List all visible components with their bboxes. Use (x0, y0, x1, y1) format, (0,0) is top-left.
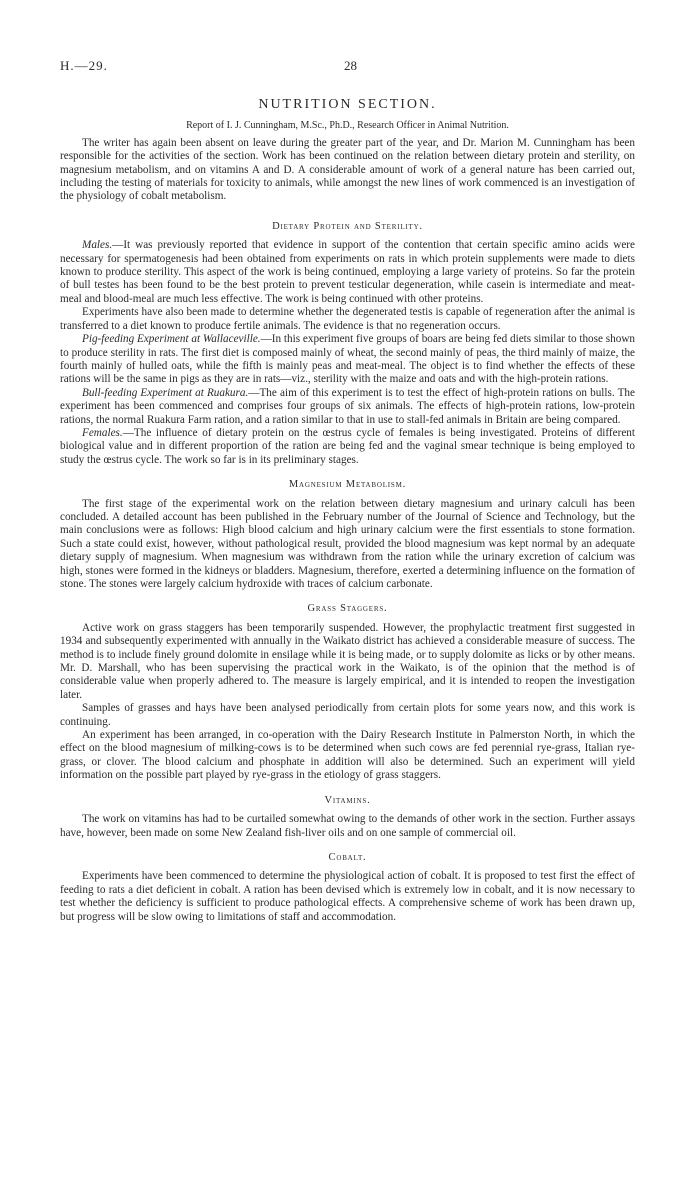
page-header (60, 58, 635, 78)
lead-females: Females. (82, 426, 123, 439)
heading-dietary-protein: Dietary Protein and Sterility. (272, 220, 423, 232)
lead-males: Males. (82, 239, 113, 252)
document-body (60, 98, 635, 924)
heading-magnesium: Magnesium Metabolism. (288, 479, 407, 491)
report-reference: H.—29. (60, 58, 108, 73)
paragraph-grass-2: Samples of grasses and hays have been analysed periodically from certain plots for some years now, and this work is continuing. (60, 702, 635, 728)
text-females: —The influence of dietary protein on the œstrus cycle of females is being investigated. Proteins of different biological value and in different proportion of the ration are being fed and the vaginal smear technique is being employed to study the œstrus cycle. The work so far is in its preliminary stages. (60, 426, 635, 466)
heading-grass-staggers: Grass Staggers. (307, 603, 388, 615)
paragraph-grass-3: An experiment has been arranged, in co-operation with the Dairy Research Institute in Palmerston North, in which the effect on the blood magnesium of milking-cows is to be determined when such cows are fed perennial rye-grass, Italian rye-grass, or clover. The blood calcium and phosphate in addition will also be determined. Such an experiment will yield information on the possible part played by rye-grass in the etiology of grass staggers. (60, 729, 635, 782)
heading-vitamins: Vitamins. (324, 794, 371, 806)
paragraph-vitamins: The work on vitamins has had to be curtailed somewhat owing to the demands of other work in the section. Further assays have, however, been made on some New Zealand fish-liver oils and on one sample of commercial oil. (60, 813, 635, 839)
paragraph-grass-1: Active work on grass staggers has been temporarily suspended. However, the prophylactic treatment first suggested in 1934 and subsequently experimented with annually in the Waikato district has achieved a considerable measure of success. The method is to include finely ground dolomite in ensilage while it is being made, or to supply dolomite as licks or by other means. Mr. D. Marshall, who has been supervising the practical work in the Waikato, is of the opinion that the method is of considerable value when properly adhered to. The measure is largely empirical, and it is intended to reopen the investigation later. (60, 621, 635, 701)
paragraph-bull-feeding (60, 387, 635, 427)
heading-cobalt: Cobalt. (328, 851, 367, 863)
text-bull-feeding: —The aim of this experiment is to test the effect of high-protein rations on bulls. The experiment has been commenced and comprises four groups of six animals. The effects of high-protein rations, low-protein rations, the normal Ruakura Farm ration, and a ration similar to that in use to stall-fed animals in Britain are being compared. (60, 386, 635, 426)
intro-paragraph: The writer has again been absent on leave during the greater part of the year, and Dr. Marion M. Cunningham has been responsible for the activities of the section. Work has been continued on the relation between dietary protein and sterility, on magnesium metabolism, and on vitamins A and D. A considerable amount of work of a general nature has been carried out, including the testing of materials for toxicity to animals, while amongst the new lines of work commenced is an investigation of the physiology of cobalt metabolism. (60, 136, 635, 203)
text-pig-feeding: —In this experiment five groups of boars are being fed diets similar to those shown to produce sterility in rats. The first diet is composed mainly of wheat, the second mainly of peas, the third mainly of maize, the fourth mainly of hulled oats, while the fifth is mainly peas and meat-meal. The object is to find whether the effects of these rations will be the same in pigs as they are in rats—viz., sterility with the maize and oats and with the high-protein rations. (60, 333, 636, 386)
paragraph-males (60, 239, 635, 306)
page-number: 28 (344, 58, 357, 73)
paragraph-cobalt: Experiments have been commenced to determine the physiological action of cobalt. It is proposed to test first the effect of feeding to rats a diet deficient in cobalt. A ration has been devised which is extremely low in cobalt, and it is now necessary to test whether the deficiency is sufficient to produce pathological effects. A comprehensive scheme of work has been drawn up, but progress will be slow owing to limitations of staff and accommodation. (60, 870, 635, 923)
paragraph-pig-feeding (60, 333, 635, 387)
lead-bull-feeding: Bull-feeding Experiment at Ruakura. (82, 386, 249, 399)
paragraph-experiments: Experiments have also been made to determine whether the degenerated testis is capable of regeneration after the animal is transferred to a diet known to produce fertile animals. The evidence is that no regeneration occurs. (60, 306, 635, 332)
text-males: —It was previously reported that evidence in support of the contention that certain specific amino acids were necessary for spermatogenesis had been obtained from experiments on rats in which protein supplements were made to diets known to produce sterility. This aspect of the work is being continued, employing a large variety of proteins. So far the protein of bull testes has been found to be the best protein to prevent testicular degeneration, while casein is intermediate and meat-meal and blood-meal are much less effective. The work is being continued with other proteins. (60, 239, 635, 305)
paragraph-females (60, 427, 635, 467)
report-byline: Report of I. J. Cunningham, M.Sc., Ph.D., Research Officer in Animal Nutrition. (186, 120, 509, 132)
section-title: NUTRITION SECTION. (258, 97, 437, 112)
paragraph-magnesium: The first stage of the experimental work on the relation between dietary magnesium and urinary calculi has been concluded. A detailed account has been published in the February number of the Journal of Science and Technology, but the main conclusions were as follows: High blood calcium and high urinary calcium were the first essentials to stone formation. Such a state could exist, however, without pathological result, provided the blood magnesium was kept normal by an adequate dietary supply of magnesium. When magnesium was withdrawn from the ration while the urinary excretion of calcium was high, stones were formed in the kidneys or bladders. Magnesium, therefore, exerted a determining influence on the formation of stone. The stones were largely calcium hydroxide with traces of calcium carbonate. (60, 497, 635, 590)
lead-pig-feeding: Pig-feeding Experiment at Wallaceville. (82, 333, 261, 346)
